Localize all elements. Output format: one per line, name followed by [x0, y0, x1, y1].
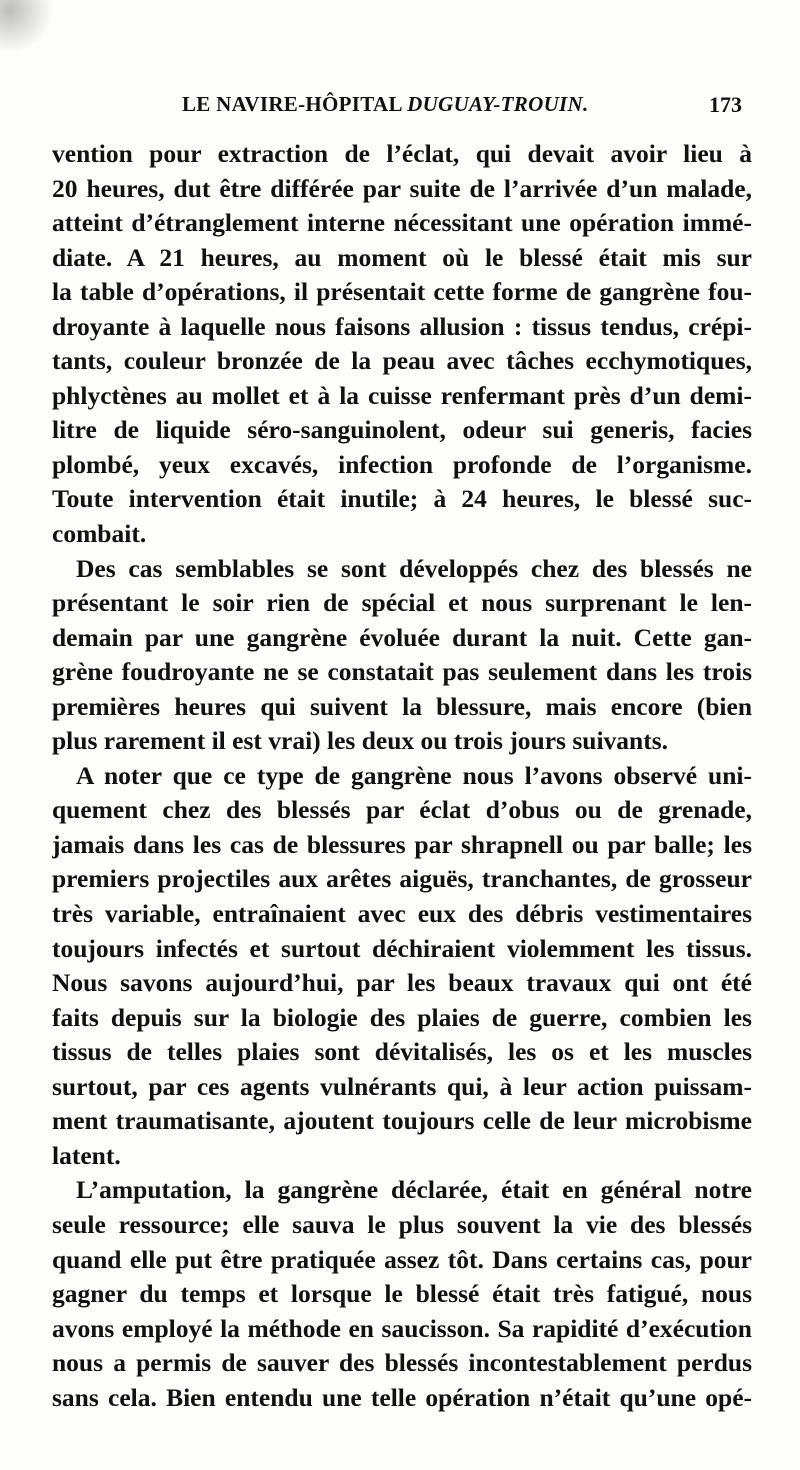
text-line: très variable, entraînaient avec eux des débris vestimentaires — [52, 899, 752, 929]
text-line: Toute intervention était inutile; à 24 heures, le blessé suc- — [52, 484, 752, 514]
text-line: ment traumatisante, ajoutent toujours celle de leur microbisme — [52, 1106, 752, 1136]
text-line: seule ressource; elle sauva le plus souvent la vie des blessés — [52, 1209, 752, 1239]
running-title — [182, 92, 589, 117]
text-line: phlyctènes au mollet et à la cuisse renfermant près d’un demi- — [52, 380, 752, 410]
text-line: quand elle put être pratiquée assez tôt. Dans certains cas, pour — [52, 1244, 752, 1274]
text-line: jamais dans les cas de blessures par shrapnell ou par balle; les — [52, 829, 752, 859]
text-line: Nous savons aujourd’hui, par les beaux travaux qui ont été — [52, 968, 752, 998]
text-line: plus rarement il est vrai) les deux ou trois jours suivants. — [52, 726, 669, 756]
text-line: litre de liquide séro-sanguinolent, odeur sui generis, facies — [52, 415, 752, 445]
body-text — [52, 137, 752, 1415]
text-line: 20 heures, dut être différée par suite de l’arrivée d’un malade, — [52, 173, 752, 203]
text-line: toujours infectés et surtout déchiraient violemment les tissus. — [52, 933, 752, 963]
text-line: L’amputation, la gangrène déclarée, était en général notre — [76, 1175, 752, 1205]
text-line: grène foudroyante ne se constatait pas seulement dans les trois — [52, 657, 752, 687]
text-line: atteint d’étranglement interne nécessitant une opération immé- — [52, 208, 752, 238]
text-line: faits depuis sur la biologie des plaies de guerre, combien les — [52, 1002, 752, 1032]
text-line: vention pour extraction de l’éclat, qui devait avoir lieu à — [52, 139, 752, 168]
text-line: tissus de telles plaies sont dévitalisés, les os et les muscles — [52, 1037, 752, 1067]
text-line: A noter que ce type de gangrène nous l’avons observé uni- — [76, 760, 752, 790]
text-line: Des cas semblables se sont développés chez des blessés ne — [76, 553, 752, 583]
text-line: diate. A 21 heures, au moment où le blessé était mis sur — [52, 242, 752, 272]
text-line: plombé, yeux excavés, infection profonde de l’organisme. — [52, 449, 752, 479]
text-line: quement chez des blessés par éclat d’obus ou de grenade, — [52, 795, 752, 825]
page-header — [52, 92, 742, 122]
text-line: présentant le soir rien de spécial et nous surprenant le len- — [52, 588, 752, 618]
text-line: droyante à laquelle nous faisons allusion : tissus tendus, crépi- — [52, 311, 752, 341]
text-line: tants, couleur bronzée de la peau avec tâches ecchymotiques, — [52, 346, 752, 376]
page-number: 173 — [709, 92, 742, 117]
text-line: latent. — [52, 1140, 121, 1170]
page-corner-stain — [0, 0, 60, 60]
ship-name: DUGUAY-TROUIN. — [407, 92, 589, 116]
text-line: sans cela. Bien entendu une telle opération n’était qu’une opé- — [52, 1382, 752, 1412]
text-line: premiers projectiles aux arêtes aiguës, tranchantes, de grosseur — [52, 864, 752, 894]
text-line: avons employé la méthode en saucisson. Sa rapidité d’exécution — [52, 1313, 752, 1343]
text-line: demain par une gangrène évoluée durant la nuit. Cette gan- — [52, 622, 752, 652]
text-line: surtout, par ces agents vulnérants qui, à leur action puissam- — [52, 1071, 752, 1101]
text-line: combait. — [52, 519, 147, 549]
running-title-prefix: LE NAVIRE-HÔPITAL — [182, 92, 408, 116]
text-line: la table d’opérations, il présentait cette forme de gangrène fou- — [52, 277, 752, 307]
text-line: nous a permis de sauver des blessés incontestablement perdus — [52, 1348, 752, 1378]
text-line: gagner du temps et lorsque le blessé était très fatigué, nous — [52, 1279, 752, 1309]
text-line: premières heures qui suivent la blessure, mais encore (bien — [52, 691, 752, 721]
